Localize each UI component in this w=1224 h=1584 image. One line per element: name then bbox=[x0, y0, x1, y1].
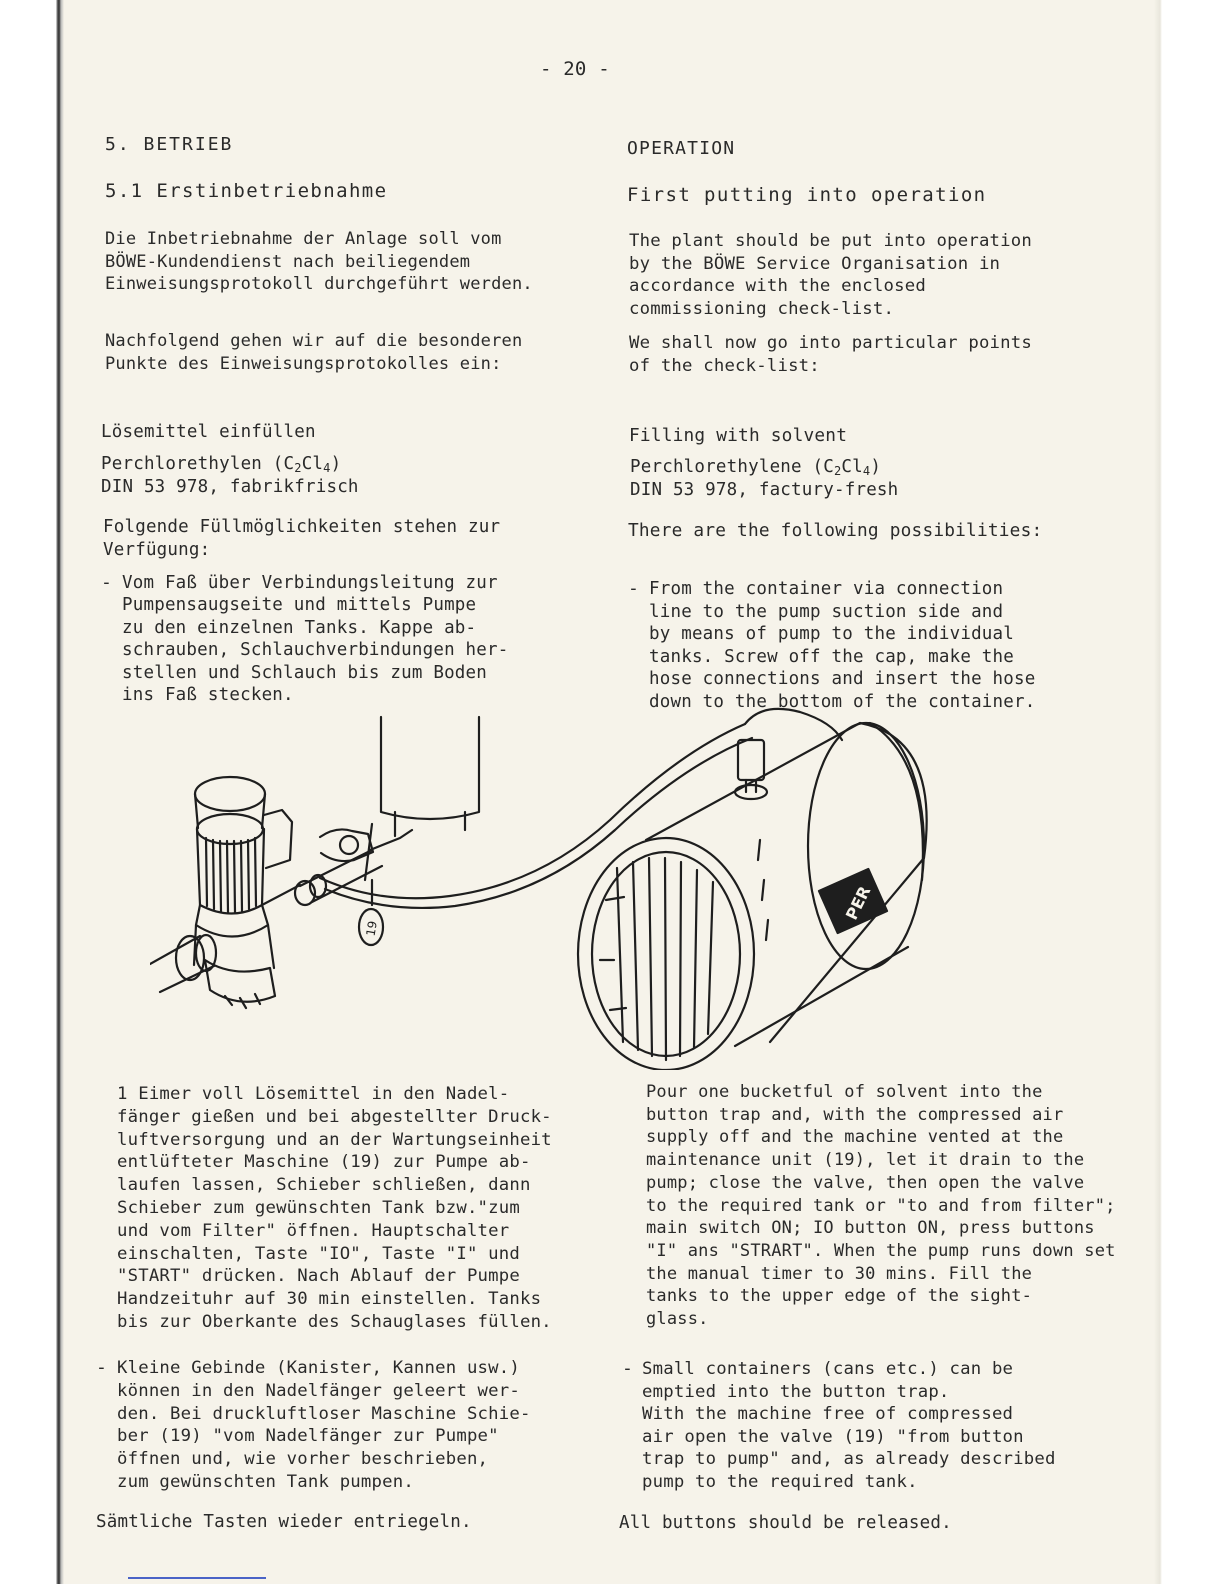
en-subsection-heading: First putting into operation bbox=[627, 184, 987, 206]
en-solvent-heading: Filling with solvent bbox=[629, 425, 848, 446]
de-solvent-standard: DIN 53 978, fabrikfrisch bbox=[101, 477, 359, 497]
en-checklist-paragraph: We shall now go into particular points of the check-list: bbox=[629, 333, 1032, 376]
en-formula-prefix: Perchlorethylene (C bbox=[630, 457, 834, 477]
de-bullet2-dash: - bbox=[96, 1357, 108, 1378]
en-formula-sub-4: 4 bbox=[862, 464, 871, 478]
valve-number-label: 19 bbox=[363, 919, 380, 938]
de-bullet1-dash: - bbox=[101, 572, 113, 593]
de-section-heading: 5. BETRIEB bbox=[105, 134, 234, 155]
en-intro-paragraph: The plant should be put into operation by the BÖWE Service Organisation in accordance with the enclosed commissioning check-list. bbox=[629, 231, 1032, 319]
de-formula-prefix: Perchlorethylen (C bbox=[101, 454, 295, 474]
needle-trap-tank bbox=[381, 717, 479, 836]
en-section-heading: OPERATION bbox=[627, 138, 736, 159]
de-bullet1-text: Vom Faß über Verbindungsleitung zur Pumpensaugseite und mittels Pumpe zu den einzelnen Tanks. Kappe ab- schrauben, Schlauchverbindungen her- stellen und Schlauch bis zum Boden ins Faß stecken. bbox=[122, 573, 509, 706]
en-solvent-standard: DIN 53 978, factury-fresh bbox=[630, 480, 899, 500]
en-bullet2-dash: - bbox=[622, 1358, 634, 1379]
blue-scan-mark bbox=[128, 1577, 266, 1579]
en-bullet1-dash: - bbox=[628, 578, 640, 599]
en-formula-cl: Cl bbox=[841, 457, 863, 477]
en-bullet2-text: Small containers (cans etc.) can be emptied into the button trap. With the machine free of compressed air open the valve (19) "from button trap to pump" and, as already described pump to the required tank. bbox=[642, 1359, 1056, 1492]
de-formula-cl: Cl bbox=[301, 454, 324, 474]
de-solvent-heading: Lösemittel einfüllen bbox=[101, 422, 316, 442]
solvent-drum bbox=[578, 723, 927, 1070]
page-number: - 20 - bbox=[540, 58, 610, 80]
de-bullet2-text: Kleine Gebinde (Kanister, Kannen usw.) können in den Nadelfänger geleert wer- den. Bei druckluftloser Maschine Schie- ber (19) "vom Nadelfänger zur Pumpe" öffnen und, wie vorher beschrieben, zum gewünschten Tank pumpen. bbox=[117, 1358, 531, 1492]
pump-and-drum-illustration bbox=[150, 700, 970, 1070]
en-formula-suffix: ) bbox=[870, 457, 882, 477]
en-formula-sub-2: 2 bbox=[833, 464, 842, 478]
en-bucket-paragraph: Pour one bucketful of solvent into the button trap and, with the compressed air supply off and the machine vented at the maintenance unit (19), let it drain to the pump; close the valve, then open the valve to the required tank or "to and from filter"; main switch ON; IO button ON, press buttons "I" ans "STRART". When the pump runs down set the manual timer to 30 mins. Fill the tanks to the upper edge of the sight- glass. bbox=[646, 1082, 1116, 1330]
en-bullet1-text: From the container via connection line to the pump suction side and by means of pump to the individual tanks. Screw off the cap, make the hose connections and insert the hose down to the bottom of the container. bbox=[649, 579, 1036, 712]
de-subsection-heading: 5.1 Erstinbetriebnahme bbox=[105, 180, 388, 202]
de-formula-suffix: ) bbox=[330, 454, 342, 474]
de-closing-line: Sämtliche Tasten wieder entriegeln. bbox=[96, 1512, 472, 1532]
de-formula-sub-2: 2 bbox=[294, 461, 302, 475]
de-bucket-paragraph: 1 Eimer voll Lösemittel in den Nadel- fänger gießen und bei abgestellter Druck- luftversorgung und an der Wartungseinheit entlüfteter Maschine (19) zur Pumpe ab- laufen lassen, Schieber schließen, dann Schieber zum gewünschten Tank bzw."zum und vom Filter" öffnen. Hauptschalter einschalten, Taste "IO", Taste "I" und "START" drücken. Nach Ablauf der Pumpe Handzeituhr auf 30 min einstellen. Tanks bis zur Oberkante des Schauglases füllen. bbox=[117, 1084, 552, 1332]
scan-left-edge bbox=[0, 0, 64, 1584]
drum-label: PER bbox=[841, 883, 875, 923]
en-possibilities: There are the following possibilities: bbox=[628, 520, 1043, 541]
pump-motor bbox=[194, 777, 300, 1008]
scan-right-edge bbox=[1154, 0, 1224, 1584]
en-closing-line: All buttons should be released. bbox=[619, 1513, 952, 1533]
drum-bung-fitting bbox=[735, 740, 767, 799]
connection-hose bbox=[320, 709, 842, 908]
de-formula-sub-4: 4 bbox=[323, 461, 331, 475]
de-intro-paragraph: Die Inbetriebnahme der Anlage soll vom BÖWE-Kundendienst nach beiliegendem Einweisungsprotokoll durchgeführt werden. bbox=[105, 229, 533, 294]
de-possibilities: Folgende Füllmöglichkeiten stehen zur Verfügung: bbox=[103, 517, 501, 560]
de-checklist-paragraph: Nachfolgend gehen wir auf die besonderen Punkte des Einweisungsprotokolles ein: bbox=[105, 331, 523, 374]
